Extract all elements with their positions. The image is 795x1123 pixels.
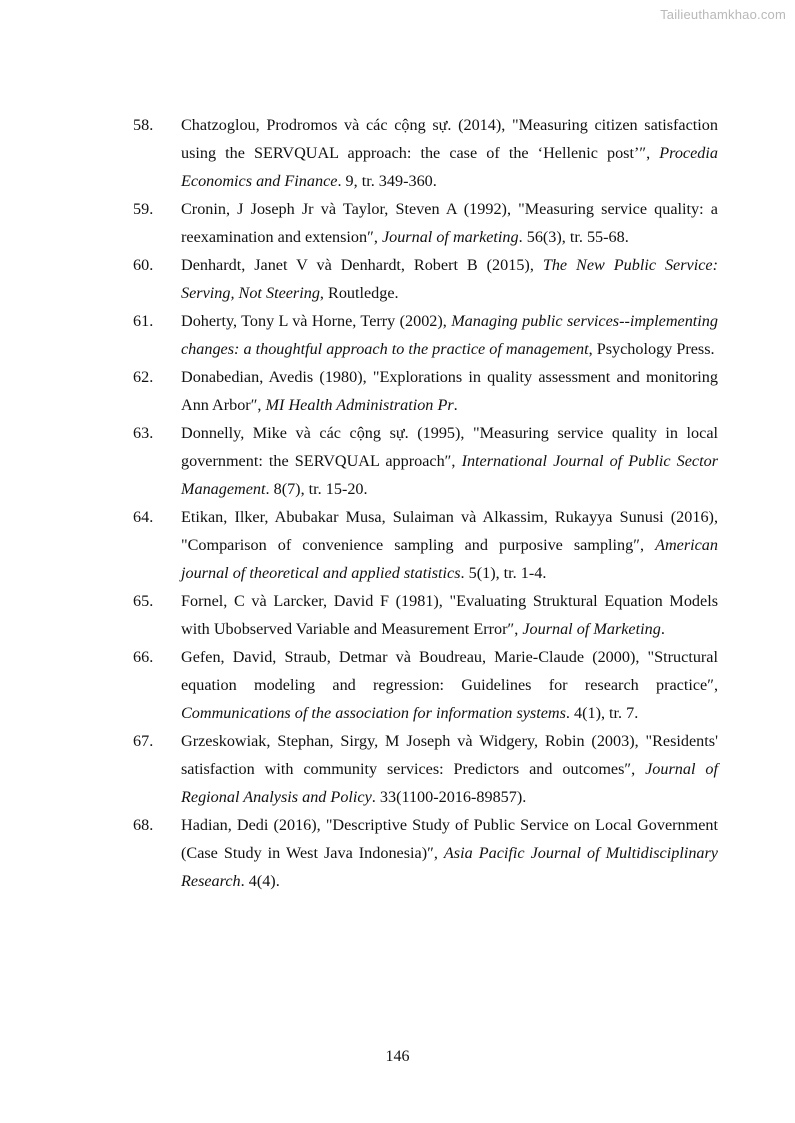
reference-source: American journal of theoretical and applied statistics [181, 536, 718, 582]
reference-item [133, 307, 718, 363]
reference-item [133, 811, 718, 895]
reference-authors: Donnelly, Mike và các cộng sự. (1995), [181, 424, 474, 442]
reference-source: Asia Pacific Journal of Multidisciplinary Research [181, 844, 718, 890]
reference-item [133, 587, 718, 643]
reference-source: Procedia Economics and Finance [181, 144, 718, 190]
reference-details: . 5(1), tr. 1-4. [460, 564, 547, 582]
reference-source: Journal of Regional Analysis and Policy [181, 760, 718, 806]
page-number: 146 [385, 1048, 410, 1065]
watermark: Tailieuthamkhao.com [660, 7, 786, 22]
reference-title: "Evaluating Struktural Equation Models with Ubobserved Variable and Measurement Error″, [181, 592, 718, 638]
reference-text [181, 195, 718, 251]
reference-authors: Cronin, J Joseph Jr và Taylor, Steven A (1992), [181, 200, 519, 218]
reference-number: 60. [133, 256, 154, 274]
reference-number: 59. [133, 200, 154, 218]
reference-item [133, 419, 718, 503]
reference-title: "Structural equation modeling and regression: Guidelines for research practice″, [181, 648, 718, 694]
reference-source: Communications of the association for information systems [181, 704, 566, 722]
reference-number: 65. [133, 592, 154, 610]
reference-authors: Denhardt, Janet V và Denhardt, Robert B (2015), [181, 256, 543, 274]
reference-source: Managing public services--implementing changes: a thoughtful approach to the practice of management [181, 312, 718, 358]
reference-item [133, 111, 718, 195]
reference-number: 58. [133, 116, 154, 134]
reference-source: International Journal of Public Sector Management [181, 452, 718, 498]
reference-title: "Comparison of convenience sampling and purposive sampling″, [181, 536, 656, 554]
reference-item [133, 363, 718, 419]
reference-title: "Residents' satisfaction with community services: Predictors and outcomes″, [181, 732, 718, 778]
reference-number: 63. [133, 424, 154, 442]
reference-item [133, 503, 718, 587]
reference-text [181, 251, 718, 307]
reference-list [133, 111, 718, 895]
reference-source: Journal of Marketing [522, 620, 661, 638]
reference-text [181, 643, 718, 727]
reference-source: MI Health Administration Pr [265, 396, 454, 414]
reference-authors: Etikan, Ilker, Abubakar Musa, Sulaiman và Alkassim, Rukayya Sunusi (2016), [181, 508, 718, 526]
reference-title: "Measuring citizen satisfaction using the SERVQUAL approach: the case of the ‘Hellenic post’″, [181, 116, 718, 162]
reference-authors: Grzeskowiak, Stephan, Sirgy, M Joseph và Widgery, Robin (2003), [181, 732, 646, 750]
reference-title: "Measuring service quality in local government: the SERVQUAL approach″, [181, 424, 718, 470]
reference-source: Journal of marketing [381, 228, 519, 246]
reference-details: . 56(3), tr. 55-68. [518, 228, 629, 246]
reference-text [181, 419, 718, 503]
reference-details: , Psychology Press. [588, 340, 715, 358]
reference-number: 62. [133, 368, 154, 386]
reference-item [133, 727, 718, 811]
reference-text [181, 363, 718, 419]
reference-details: . 33(1100-2016-89857). [371, 788, 527, 806]
reference-text [181, 503, 718, 587]
reference-details: . [453, 396, 458, 414]
reference-authors: Hadian, Dedi (2016), [181, 816, 326, 834]
reference-authors: Doherty, Tony L và Horne, Terry (2002), [181, 312, 452, 330]
reference-number: 64. [133, 508, 154, 526]
reference-authors: Gefen, David, Straub, Detmar và Boudreau, Marie-Claude (2000), [181, 648, 648, 666]
reference-authors: Fornel, C và Larcker, David F (1981), [181, 592, 450, 610]
reference-text [181, 587, 718, 643]
reference-number: 68. [133, 816, 154, 834]
reference-number: 66. [133, 648, 154, 666]
reference-item [133, 251, 718, 307]
reference-source: The New Public Service: Serving, Not Steering [181, 256, 718, 302]
reference-details: . 8(7), tr. 15-20. [265, 480, 368, 498]
reference-details: . 4(4). [240, 872, 280, 890]
reference-details: . 4(1), tr. 7. [565, 704, 639, 722]
reference-text [181, 811, 718, 895]
reference-authors: Chatzoglou, Prodromos và các cộng sự. (2014), [181, 116, 512, 134]
reference-text [181, 727, 718, 811]
reference-authors: Donabedian, Avedis (1980), [181, 368, 373, 386]
reference-text [181, 111, 718, 195]
reference-number: 61. [133, 312, 154, 330]
reference-details: . [660, 620, 665, 638]
reference-title: "Descriptive Study of Public Service on Local Government (Case Study in West Java Indonesia)″, [181, 816, 718, 862]
reference-details: . 9, tr. 349-360. [337, 172, 437, 190]
reference-text [181, 307, 718, 363]
reference-title: "Explorations in quality assessment and monitoring Ann Arbor″, [181, 368, 718, 414]
reference-item [133, 643, 718, 727]
reference-number: 67. [133, 732, 154, 750]
reference-details: , Routledge. [319, 284, 399, 302]
reference-item [133, 195, 718, 251]
reference-title: "Measuring service quality: a reexamination and extension″, [181, 200, 718, 246]
